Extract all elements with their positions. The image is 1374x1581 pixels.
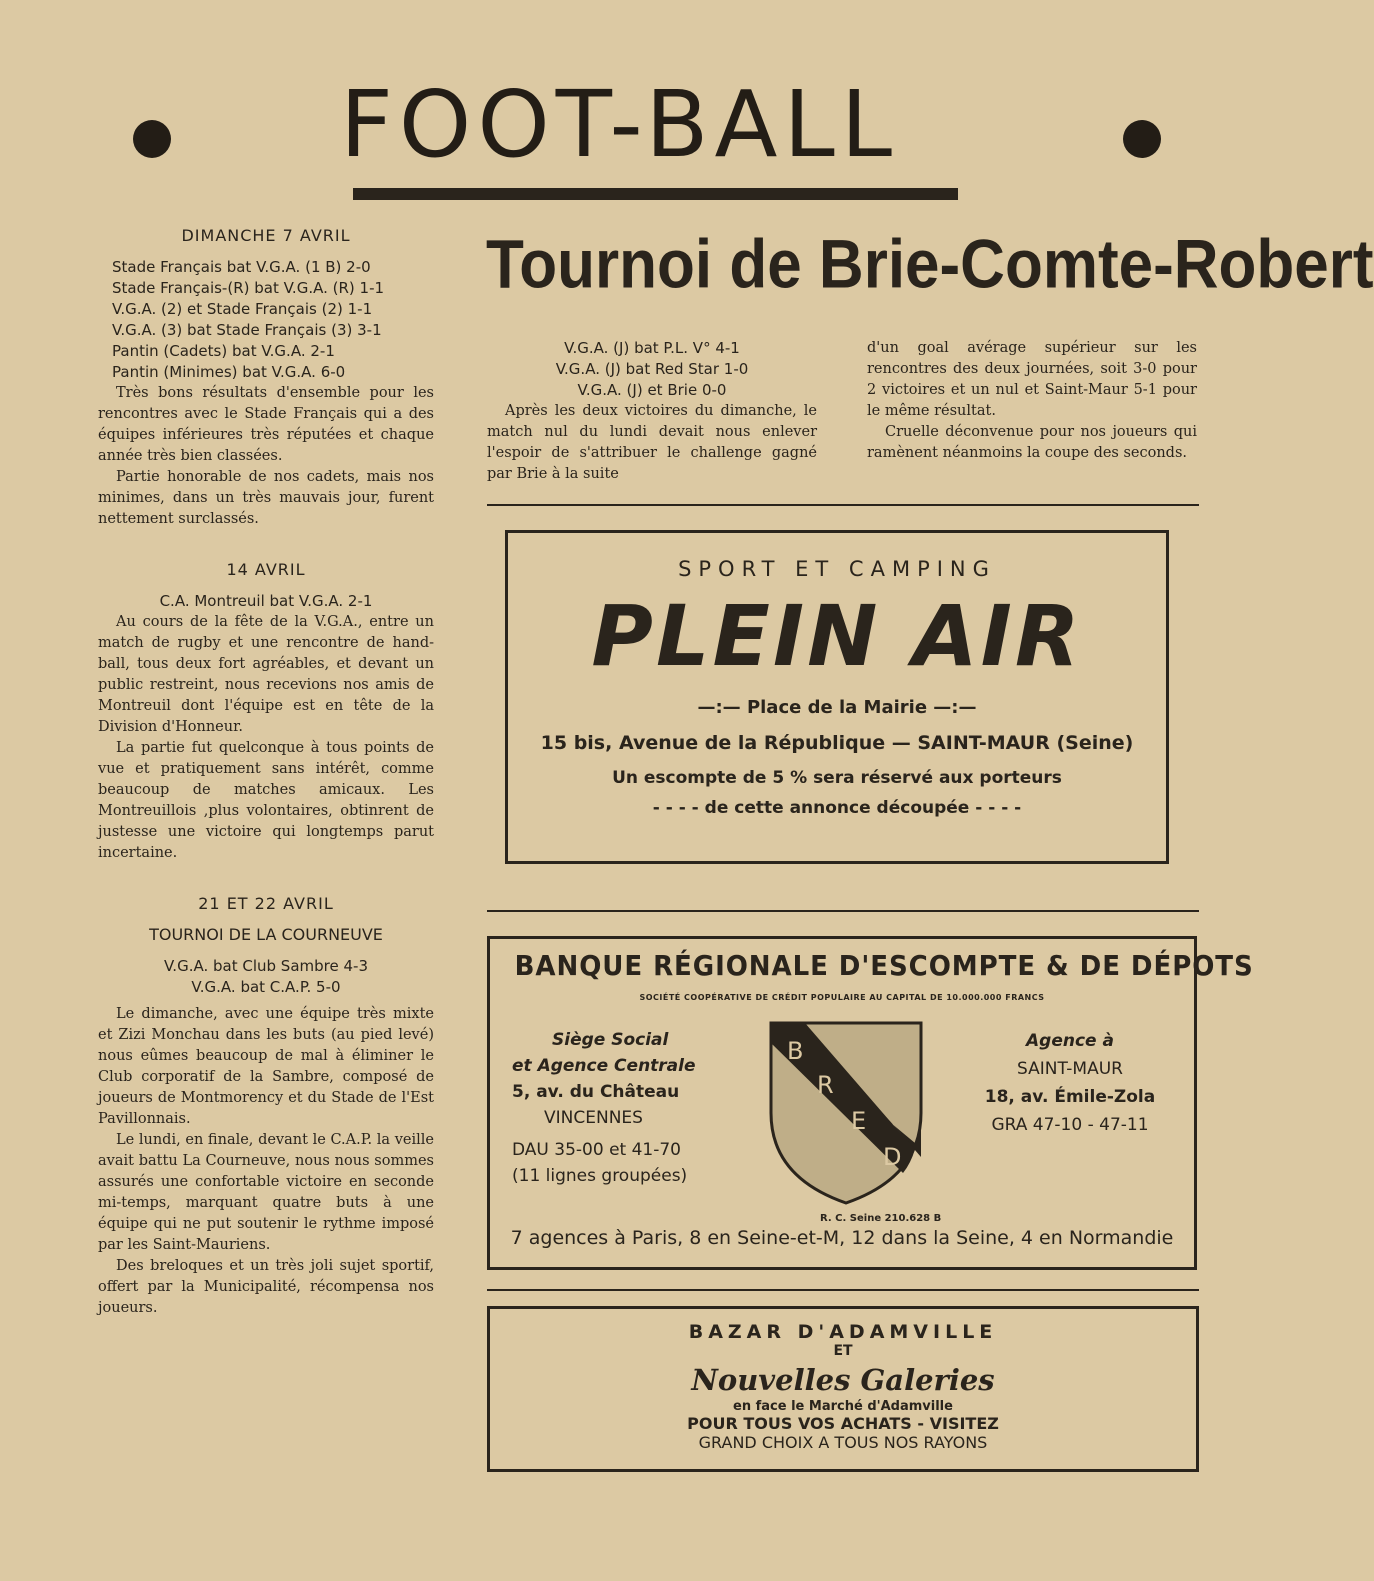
ad-line: Nouvelles Galeries: [691, 1363, 995, 1397]
ad-bazar: [487, 1306, 1199, 1472]
ad-line: (11 lignes groupées): [512, 1166, 688, 1186]
ad-line: 5, av. du Château: [512, 1082, 680, 1102]
section-april-14: [98, 560, 434, 864]
ad-kicker: SPORT ET CAMPING: [678, 557, 996, 581]
ad-agencies: 7 agences à Paris, 8 en Seine-et-M, 12 dans la Seine, 4 en Normandie: [510, 1227, 1174, 1249]
ad-line: en face le Marché d'Adamville: [733, 1399, 953, 1414]
ad-line: - - - - de cette annonce découpée - - - -: [652, 798, 1022, 818]
result-line: V.G.A. bat C.A.P. 5-0: [191, 978, 341, 996]
paragraph: Partie honorable de nos cadets, mais nos minimes, dans un très mauvais jour, furent nettement surclassés.: [98, 469, 434, 527]
ad-brand: PLEIN AIR: [591, 587, 1083, 685]
masthead-title: FOOT-BALL: [340, 71, 898, 178]
ad-registration: R. C. Seine 210.628 B: [820, 1213, 942, 1224]
section-subhead: TOURNOI DE LA COURNEUVE: [149, 925, 383, 944]
logo-letter: E: [851, 1107, 867, 1135]
section-april-7: [98, 226, 434, 530]
ad-bred: [487, 936, 1254, 1270]
logo-letter: D: [883, 1143, 902, 1171]
ad-branch: [960, 1027, 1180, 1139]
paragraph: Cruelle déconvenue pour nos joueurs qui ramènent néanmoins la coupe des seconds.: [867, 424, 1197, 461]
result-line: C.A. Montreuil bat V.G.A. 2-1: [159, 592, 373, 610]
ad-line: —:— Place de la Mairie —:—: [697, 697, 977, 718]
ad-line: DAU 35-00 et 41-70: [512, 1140, 681, 1160]
paragraph: Au cours de la fête de la V.G.A., entre un match de rugby et une rencontre de hand-ball, tous deux fort agréables, et devant un public restreint, nous recevions nos amis de Montreuil dont l'équipe est en tête de la Division d'Honneur.: [98, 614, 434, 735]
divider: [487, 910, 1199, 912]
paragraph: Très bons résultats d'ensemble pour les rencontres avec le Stade Français qui a des équipes inférieures très réputées et chaque année très bien classées.: [98, 385, 434, 464]
bred-shield-logo: [765, 1017, 927, 1207]
result-line: V.G.A. (J) bat Red Star 1-0: [555, 360, 749, 378]
paragraph: Le lundi, en finale, devant le C.A.P. la veille avait battu La Courneuve, nous nous sommes assurés une confortable victoire en seconde mi-temps, marquant quatre buts à une équipe qui ne put soutenir le rythme imposé par les Saint-Mauriens.: [98, 1132, 434, 1253]
tournoi-column-a: [487, 338, 817, 485]
ad-line: GRAND CHOIX A TOUS NOS RAYONS: [698, 1433, 988, 1452]
ad-line: 15 bis, Avenue de la République — SAINT-MAUR (Seine): [540, 732, 1134, 754]
result-line: Stade Français bat V.G.A. (1 B) 2-0: [112, 258, 371, 276]
result-line: V.G.A. (2) et Stade Français (2) 1-1: [112, 300, 373, 318]
ad-bank-name: BANQUE RÉGIONALE D'ESCOMPTE & DE DÉPOTS: [514, 949, 1254, 982]
ad-line: Un escompte de 5 % sera réservé aux porteurs: [612, 768, 1062, 788]
ad-line: SAINT-MAUR: [1017, 1059, 1123, 1079]
paragraph: La partie fut quelconque à tous points de vue et pratiquement sans intérêt, comme beaucoup de matches amicaux. Les Montreuillois ,plus volontaires, obtinrent de justesse une victoire qui longtemps parut incertaine.: [98, 740, 434, 861]
ad-line: Siège Social: [552, 1030, 669, 1050]
result-line: Pantin (Cadets) bat V.G.A. 2-1: [112, 342, 335, 360]
bullet-right-icon: [1123, 120, 1161, 158]
divider: [487, 1289, 1199, 1291]
logo-letter: R: [817, 1071, 834, 1099]
ad-bank-subtitle: SOCIÉTÉ COOPÉRATIVE DE CRÉDIT POPULAIRE AU CAPITAL DE 10.000.000 FRANCS: [639, 993, 1045, 1002]
ad-line: et Agence Centrale: [512, 1056, 696, 1076]
ad-line: BAZAR D'ADAMVILLE: [688, 1321, 998, 1343]
paragraph: Le dimanche, avec une équipe très mixte et Zizi Monchau dans les buts (au pied levé) nous eûmes beaucoup de mal à éliminer le Club corporatif de la Sambre, composé de joueurs de Montmorency et du Stade de l'Est Pavillonnais.: [98, 1006, 434, 1127]
result-line: Pantin (Minimes) bat V.G.A. 6-0: [112, 363, 346, 381]
result-line: Stade Français-(R) bat V.G.A. (R) 1-1: [112, 279, 385, 297]
paragraph: Après les deux victoires du dimanche, le match nul du lundi devait nous enlever l'espoir de s'attribuer le challenge gagné par Brie à la suite: [487, 403, 817, 482]
tournoi-column-b: [867, 338, 1197, 464]
divider: [487, 504, 1199, 506]
ad-line: POUR TOUS VOS ACHATS - VISITEZ: [687, 1414, 999, 1433]
ad-headquarters: [512, 1027, 732, 1189]
paragraph: d'un goal avérage supérieur sur les rencontres des deux journées, soit 3-0 pour 2 victoires et un nul et Saint-Maur 5-1 pour le même résultat.: [867, 340, 1197, 419]
ad-line: ET: [833, 1343, 853, 1359]
result-line: V.G.A. (J) et Brie 0-0: [577, 381, 727, 399]
article-title: Tournoi de Brie-Comte-Robert: [486, 227, 1374, 303]
paragraph: Des breloques et un très joli sujet sportif, offert par la Municipalité, récompensa nos joueurs.: [98, 1258, 434, 1316]
section-date: 14 AVRIL: [226, 560, 306, 579]
result-line: V.G.A. (J) bat P.L. V° 4-1: [564, 339, 740, 357]
section-date: DIMANCHE 7 AVRIL: [181, 226, 351, 245]
logo-letter: B: [787, 1037, 804, 1065]
result-line: V.G.A. (3) bat Stade Français (3) 3-1: [112, 321, 382, 339]
ad-line: Agence à: [1026, 1031, 1114, 1051]
result-line: V.G.A. bat Club Sambre 4-3: [163, 957, 368, 975]
left-column: [98, 226, 434, 1319]
ad-plein-air: [505, 530, 1169, 864]
section-april-21-22: [98, 894, 434, 1319]
ad-line: VINCENNES: [544, 1108, 643, 1128]
masthead-rule: [353, 188, 958, 200]
ad-line: GRA 47-10 - 47-11: [991, 1115, 1149, 1135]
ad-line: 18, av. Émile-Zola: [984, 1087, 1156, 1107]
section-date: 21 ET 22 AVRIL: [198, 894, 334, 913]
